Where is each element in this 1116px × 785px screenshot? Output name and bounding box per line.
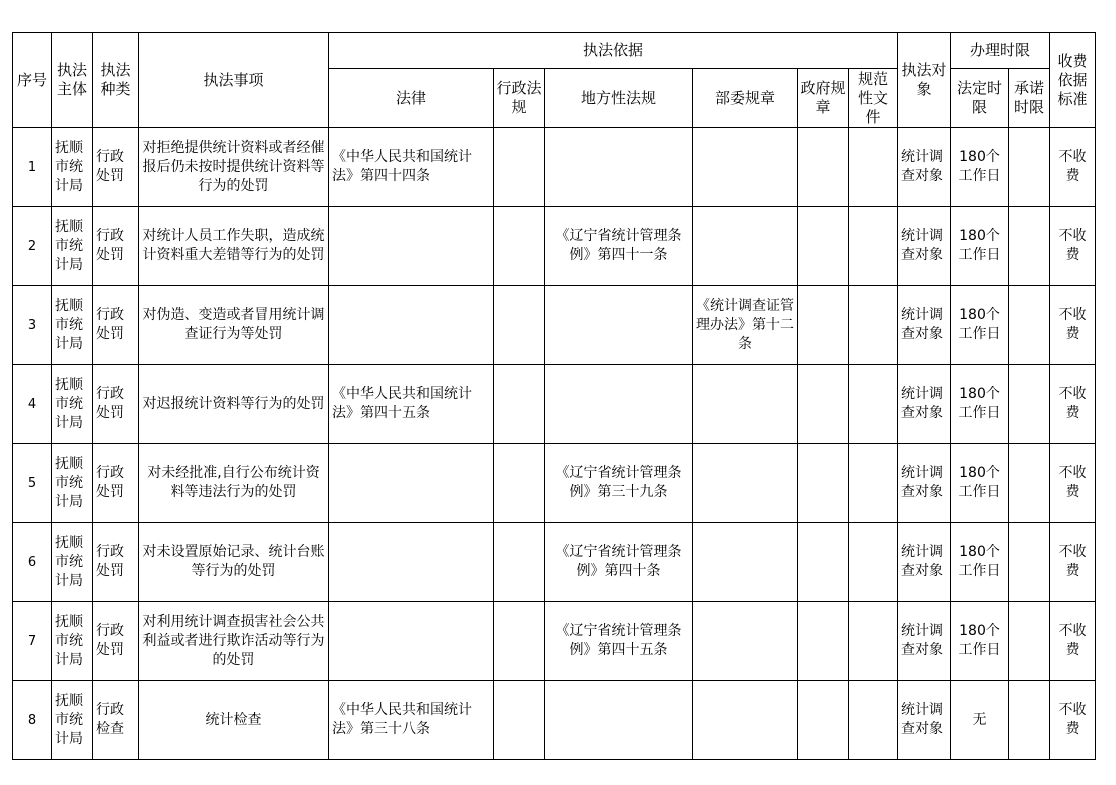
cell-local-reg bbox=[545, 286, 693, 365]
cell-law: 《中华人民共和国统计法》第三十八条 bbox=[329, 681, 494, 760]
cell-ministry-rule bbox=[693, 207, 798, 286]
cell-admin-reg bbox=[494, 207, 545, 286]
cell-law bbox=[329, 286, 494, 365]
cell-ministry-rule bbox=[693, 444, 798, 523]
cell-local-reg: 《辽宁省统计管理条例》第四十条 bbox=[545, 523, 693, 602]
header-time-limit: 办理时限 bbox=[951, 33, 1050, 69]
cell-legal-limit: 180个工作日 bbox=[951, 602, 1009, 681]
cell-fee: 不收费 bbox=[1050, 207, 1096, 286]
cell-admin-reg bbox=[494, 444, 545, 523]
cell-promised-limit bbox=[1009, 444, 1050, 523]
cell-seq: 4 bbox=[13, 365, 52, 444]
cell-normative-doc bbox=[849, 207, 898, 286]
cell-law: 《中华人民共和国统计法》第四十四条 bbox=[329, 128, 494, 207]
cell-promised-limit bbox=[1009, 602, 1050, 681]
cell-legal-limit: 180个工作日 bbox=[951, 523, 1009, 602]
cell-matter: 对利用统计调查损害社会公共利益或者进行欺诈活动等行为的处罚 bbox=[139, 602, 329, 681]
cell-normative-doc bbox=[849, 681, 898, 760]
cell-gov-rule bbox=[798, 286, 849, 365]
cell-matter: 对伪造、变造或者冒用统计调查证行为等处罚 bbox=[139, 286, 329, 365]
cell-promised-limit bbox=[1009, 128, 1050, 207]
cell-normative-doc bbox=[849, 286, 898, 365]
header-basis: 执法依据 bbox=[329, 33, 898, 69]
table-row bbox=[13, 523, 1096, 602]
header-subject: 执法主体 bbox=[52, 33, 93, 128]
cell-admin-reg bbox=[494, 365, 545, 444]
header-local-reg: 地方性法规 bbox=[545, 69, 693, 128]
cell-legal-limit: 无 bbox=[951, 681, 1009, 760]
cell-normative-doc bbox=[849, 444, 898, 523]
cell-admin-reg bbox=[494, 286, 545, 365]
cell-fee: 不收费 bbox=[1050, 523, 1096, 602]
table-row bbox=[13, 602, 1096, 681]
cell-local-reg: 《辽宁省统计管理条例》第三十九条 bbox=[545, 444, 693, 523]
cell-fee: 不收费 bbox=[1050, 444, 1096, 523]
cell-admin-reg bbox=[494, 523, 545, 602]
table-row bbox=[13, 444, 1096, 523]
cell-legal-limit: 180个工作日 bbox=[951, 128, 1009, 207]
cell-fee: 不收费 bbox=[1050, 681, 1096, 760]
cell-target: 统计调查对象 bbox=[898, 207, 951, 286]
cell-kind: 行政检查 bbox=[93, 681, 139, 760]
cell-promised-limit bbox=[1009, 286, 1050, 365]
cell-promised-limit bbox=[1009, 523, 1050, 602]
header-gov-rule: 政府规章 bbox=[798, 69, 849, 128]
cell-target: 统计调查对象 bbox=[898, 365, 951, 444]
cell-target: 统计调查对象 bbox=[898, 681, 951, 760]
cell-seq: 1 bbox=[13, 128, 52, 207]
cell-matter: 对拒绝提供统计资料或者经催报后仍未按时提供统计资料等行为的处罚 bbox=[139, 128, 329, 207]
cell-local-reg bbox=[545, 365, 693, 444]
cell-subject: 抚顺市统计局 bbox=[52, 444, 93, 523]
header-admin-reg: 行政法规 bbox=[494, 69, 545, 128]
cell-fee: 不收费 bbox=[1050, 128, 1096, 207]
cell-matter: 对未设置原始记录、统计台账等行为的处罚 bbox=[139, 523, 329, 602]
header-normative-doc: 规范性文件 bbox=[849, 69, 898, 128]
cell-local-reg: 《辽宁省统计管理条例》第四十一条 bbox=[545, 207, 693, 286]
cell-law bbox=[329, 444, 494, 523]
cell-legal-limit: 180个工作日 bbox=[951, 365, 1009, 444]
cell-kind: 行政处罚 bbox=[93, 207, 139, 286]
header-fee-basis: 收费依据标准 bbox=[1050, 33, 1096, 128]
table-row bbox=[13, 365, 1096, 444]
cell-gov-rule bbox=[798, 365, 849, 444]
cell-admin-reg bbox=[494, 681, 545, 760]
cell-matter: 统计检查 bbox=[139, 681, 329, 760]
cell-target: 统计调查对象 bbox=[898, 523, 951, 602]
cell-promised-limit bbox=[1009, 207, 1050, 286]
table-row bbox=[13, 128, 1096, 207]
cell-law: 《中华人民共和国统计法》第四十五条 bbox=[329, 365, 494, 444]
header-promised-limit: 承诺时限 bbox=[1009, 69, 1050, 128]
cell-subject: 抚顺市统计局 bbox=[52, 286, 93, 365]
cell-promised-limit bbox=[1009, 365, 1050, 444]
cell-ministry-rule bbox=[693, 523, 798, 602]
header-kind: 执法种类 bbox=[93, 33, 139, 128]
cell-seq: 8 bbox=[13, 681, 52, 760]
cell-kind: 行政处罚 bbox=[93, 602, 139, 681]
cell-fee: 不收费 bbox=[1050, 602, 1096, 681]
cell-subject: 抚顺市统计局 bbox=[52, 128, 93, 207]
cell-kind: 行政处罚 bbox=[93, 128, 139, 207]
cell-gov-rule bbox=[798, 207, 849, 286]
cell-admin-reg bbox=[494, 602, 545, 681]
cell-matter: 对统计人员工作失职，造成统计资料重大差错等行为的处罚 bbox=[139, 207, 329, 286]
cell-gov-rule bbox=[798, 523, 849, 602]
cell-subject: 抚顺市统计局 bbox=[52, 602, 93, 681]
cell-law bbox=[329, 602, 494, 681]
cell-legal-limit: 180个工作日 bbox=[951, 444, 1009, 523]
cell-gov-rule bbox=[798, 444, 849, 523]
table-row bbox=[13, 681, 1096, 760]
cell-kind: 行政处罚 bbox=[93, 523, 139, 602]
cell-ministry-rule bbox=[693, 602, 798, 681]
cell-subject: 抚顺市统计局 bbox=[52, 523, 93, 602]
cell-fee: 不收费 bbox=[1050, 365, 1096, 444]
cell-subject: 抚顺市统计局 bbox=[52, 681, 93, 760]
cell-normative-doc bbox=[849, 523, 898, 602]
cell-seq: 2 bbox=[13, 207, 52, 286]
header-ministry-rule: 部委规章 bbox=[693, 69, 798, 128]
cell-gov-rule bbox=[798, 681, 849, 760]
cell-admin-reg bbox=[494, 128, 545, 207]
table-row bbox=[13, 286, 1096, 365]
cell-local-reg: 《辽宁省统计管理条例》第四十五条 bbox=[545, 602, 693, 681]
cell-legal-limit: 180个工作日 bbox=[951, 207, 1009, 286]
cell-seq: 6 bbox=[13, 523, 52, 602]
header-law: 法律 bbox=[329, 69, 494, 128]
cell-promised-limit bbox=[1009, 681, 1050, 760]
cell-matter: 对未经批准,自行公布统计资料等违法行为的处罚 bbox=[139, 444, 329, 523]
cell-law bbox=[329, 207, 494, 286]
cell-target: 统计调查对象 bbox=[898, 128, 951, 207]
cell-ministry-rule bbox=[693, 128, 798, 207]
cell-gov-rule bbox=[798, 602, 849, 681]
cell-ministry-rule bbox=[693, 365, 798, 444]
cell-ministry-rule: 《统计调查证管理办法》第十二条 bbox=[693, 286, 798, 365]
cell-seq: 5 bbox=[13, 444, 52, 523]
cell-seq: 7 bbox=[13, 602, 52, 681]
cell-gov-rule bbox=[798, 128, 849, 207]
enforcement-table bbox=[12, 32, 1096, 760]
cell-normative-doc bbox=[849, 128, 898, 207]
cell-target: 统计调查对象 bbox=[898, 602, 951, 681]
header-target: 执法对象 bbox=[898, 33, 951, 128]
cell-normative-doc bbox=[849, 602, 898, 681]
cell-local-reg bbox=[545, 681, 693, 760]
cell-law bbox=[329, 523, 494, 602]
header-legal-limit: 法定时限 bbox=[951, 69, 1009, 128]
cell-matter: 对迟报统计资料等行为的处罚 bbox=[139, 365, 329, 444]
cell-target: 统计调查对象 bbox=[898, 444, 951, 523]
table-row bbox=[13, 207, 1096, 286]
cell-kind: 行政处罚 bbox=[93, 365, 139, 444]
cell-fee: 不收费 bbox=[1050, 286, 1096, 365]
cell-subject: 抚顺市统计局 bbox=[52, 207, 93, 286]
cell-normative-doc bbox=[849, 365, 898, 444]
cell-local-reg bbox=[545, 128, 693, 207]
cell-seq: 3 bbox=[13, 286, 52, 365]
cell-target: 统计调查对象 bbox=[898, 286, 951, 365]
cell-kind: 行政处罚 bbox=[93, 444, 139, 523]
cell-ministry-rule bbox=[693, 681, 798, 760]
cell-subject: 抚顺市统计局 bbox=[52, 365, 93, 444]
header-matter: 执法事项 bbox=[139, 33, 329, 128]
cell-legal-limit: 180个工作日 bbox=[951, 286, 1009, 365]
cell-kind: 行政处罚 bbox=[93, 286, 139, 365]
header-seq: 序号 bbox=[13, 33, 52, 128]
